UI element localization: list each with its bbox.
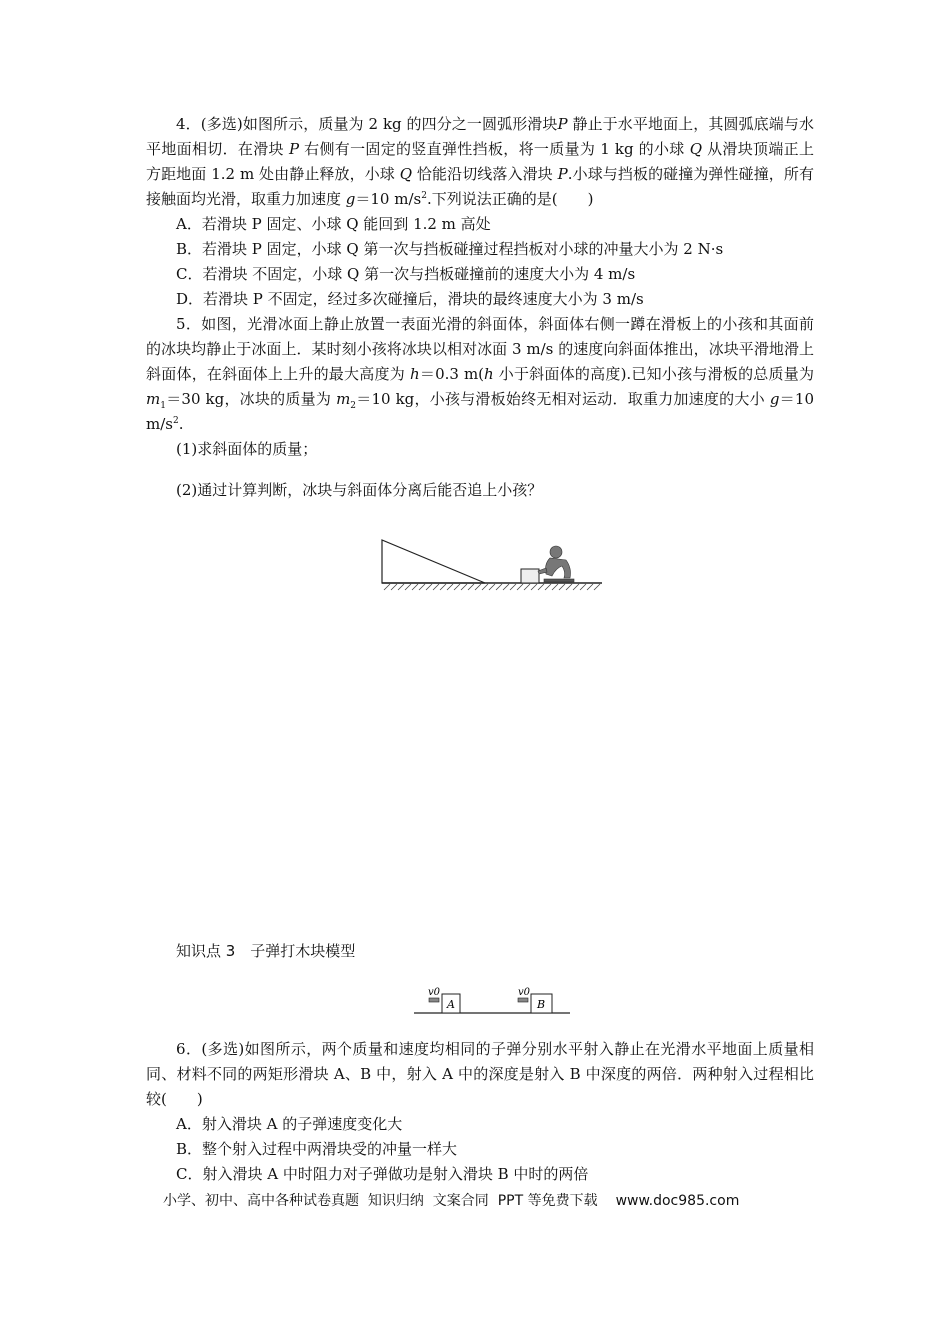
question-4-option-d: D．若滑块 P 不固定，经过多次碰撞后，滑块的最终速度大小为 3 m/s (176, 290, 644, 308)
velocity-label-a: v0 (428, 987, 441, 998)
question-6-stem: 6．(多选)如图所示，两个质量和速度均相同的子弹分别水平射入静止在光滑水平地面上质量相同、材料不同的两矩形滑块 A、B 中，射入 A 中的深度是射入 B 中深度的两倍．两种射入过程相比较( ) (146, 1040, 814, 1108)
question-6-option-a: A．射入滑块 A 的子弹速度变化大 (176, 1115, 403, 1133)
footer-text: 小学、初中、高中各种试卷真题 知识归纳 文案合同 PPT 等免费下载 (163, 1193, 598, 1209)
bullet-b (518, 998, 528, 1002)
question-4-stem: 4．(多选)如图所示，质量为 2 kg 的四分之一圆弧形滑块P 静止于水平地面上，其圆弧底端与水平地面相切．在滑块 P 右侧有一固定的竖直弹性挡板，将一质量为 1 kg 的小球 Q 从滑块顶端正上方距地面 1.2 m 处由静止释放，小球 Q 恰能沿切线落入滑块 P.小球与挡板的碰撞为弹性碰撞，所有接触面均光滑，取重力加速度 g＝10 $m/s^2$.下列说法正确的是( ) (146, 115, 814, 208)
question-4-option-c: C．若滑块 不固定，小球 Q 第一次与挡板碰撞前的速度大小为 4 m/s (176, 265, 636, 283)
incline-wedge (382, 540, 485, 583)
bullet-block-figure (414, 984, 572, 1016)
incline-child-figure (380, 538, 605, 594)
question-block-upper (146, 112, 814, 503)
question-4-option-b: B．若滑块 P 固定，小球 Q 第一次与挡板碰撞过程挡板对小球的冲量大小为 2 N·s (176, 240, 724, 258)
question-5-part-1: (1)求斜面体的质量； (176, 440, 318, 458)
ground-hatching (384, 584, 600, 590)
block-a-label: A (447, 998, 455, 1011)
question-4-option-a: A．若滑块 P 固定、小球 Q 能回到 1.2 m 高处 (176, 215, 491, 233)
question-6-option-c: C．射入滑块 A 中时阻力对子弹做功是射入滑块 B 中时的两倍 (176, 1165, 589, 1183)
section-heading: 知识点 3 子弹打木块模型 (176, 942, 356, 960)
ice-block (521, 569, 539, 583)
crouching-child (538, 546, 574, 582)
question-5-part-2: (2)通过计算判断，冰块与斜面体分离后能否追上小孩？ (176, 481, 543, 499)
page-footer (163, 1190, 739, 1210)
question-6-option-b: B．整个射入过程中两滑块受的冲量一样大 (176, 1140, 458, 1158)
block-b-label: B (537, 998, 546, 1011)
question-block-lower (146, 1037, 814, 1187)
velocity-label-b: v0 (518, 987, 531, 998)
bullet-a (429, 998, 439, 1002)
question-5-stem: 5．如图，光滑冰面上静止放置一表面光滑的斜面体，斜面体右侧一蹲在滑板上的小孩和其面前的冰块均静止于冰面上．某时刻小孩将冰块以相对冰面 3 m/s 的速度向斜面体推出，冰块平滑地滑上斜面体，在斜面体上上升的最大高度为 h＝0.3 m(h 小于斜面体的高度).已知小孩与滑板的总质量为 $m_1=30$ kg，冰块的质量为 $m_2=10$ kg，小孩与滑板始终无相对运动．取重力加速度的大小 g＝10 $m/s^2$. (146, 315, 814, 433)
footer-url[interactable]: www.doc985.com (615, 1193, 740, 1209)
